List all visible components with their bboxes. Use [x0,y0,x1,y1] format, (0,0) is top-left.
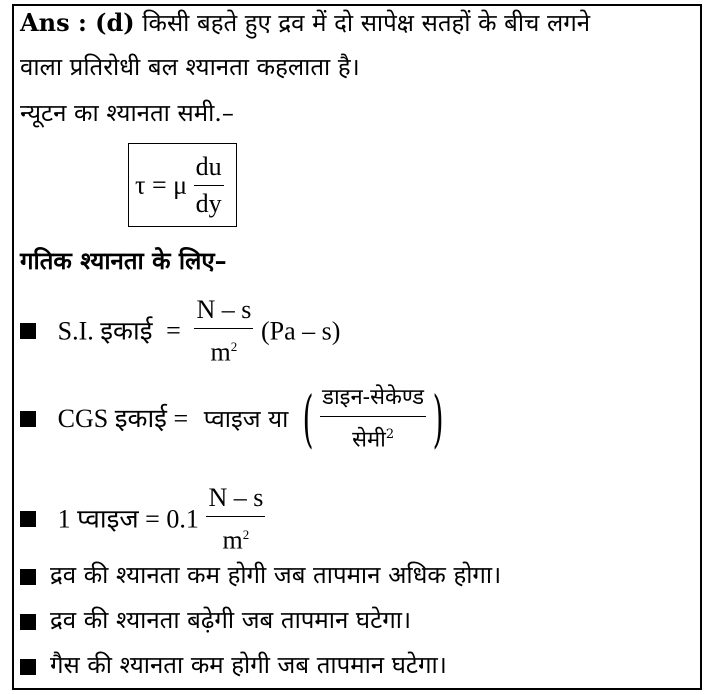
cgs-label: CGS इकाई = [57,404,189,434]
newton-formula-box [128,143,237,227]
newton-heading: न्यूटन का श्यानता समी.– [20,99,234,127]
right-paren: ) [432,382,444,456]
definition-text-1: किसी बहते हुए द्रव में दो सापेक्ष सतहों के बीच लगने [142,9,591,37]
bullet-square-icon [20,511,36,527]
kinematic-heading: गतिक श्यानता के लिए– [20,246,227,275]
fact-3: गैस की श्यानता कम होगी जब तापमान घटेगा। [50,651,447,679]
newton-denominator: dy [195,189,222,218]
bullet-square-icon [20,323,36,339]
bullet-square-icon [20,411,36,427]
poise-row [20,482,265,557]
bullet-square-icon [20,614,36,630]
list-item [20,650,447,680]
bullet-square-icon [20,659,36,675]
definition-text-2: वाला प्रतिरोधी बल श्यानता कहलाता है। [20,53,360,81]
cgs-denominator: सेमी$^2$ [352,427,395,453]
list-item [20,605,411,635]
poise-denominator: $m^2$ [222,525,250,555]
newton-numerator: du [194,151,224,186]
poise-fraction [206,482,265,557]
newton-fraction [194,151,224,220]
si-fraction [194,294,253,369]
poise-label: 1 प्वाइज = 0.1 [57,504,199,534]
newton-lhs: τ = μ [135,170,188,200]
si-numerator: N – s [194,294,253,329]
cgs-numerator: डाइन-सेकेण्ड [320,382,426,417]
answer-line-1 [20,8,590,38]
fact-1: द्रव की श्यानता कम होगी जब तापमान अधिक होगा। [50,561,502,589]
bullet-square-icon [20,569,36,585]
si-denominator: $m^2$ [210,337,238,367]
cgs-unit-row [20,382,450,456]
poise-numerator: N – s [206,482,265,517]
cgs-fraction [320,382,426,456]
fact-2: द्रव की श्यानता बढ़ेगी जब तापमान घटेगा। [50,606,412,634]
si-unit-row [20,294,340,369]
si-label: S.I. इकाई [57,316,153,346]
cgs-unit: प्वाइज या [203,405,289,434]
answer-label: Ans : (d) [20,8,135,37]
list-item [20,560,501,590]
si-equals: = [166,316,181,346]
si-tail: (Pa – s) [261,316,341,346]
left-paren: ( [302,382,314,456]
